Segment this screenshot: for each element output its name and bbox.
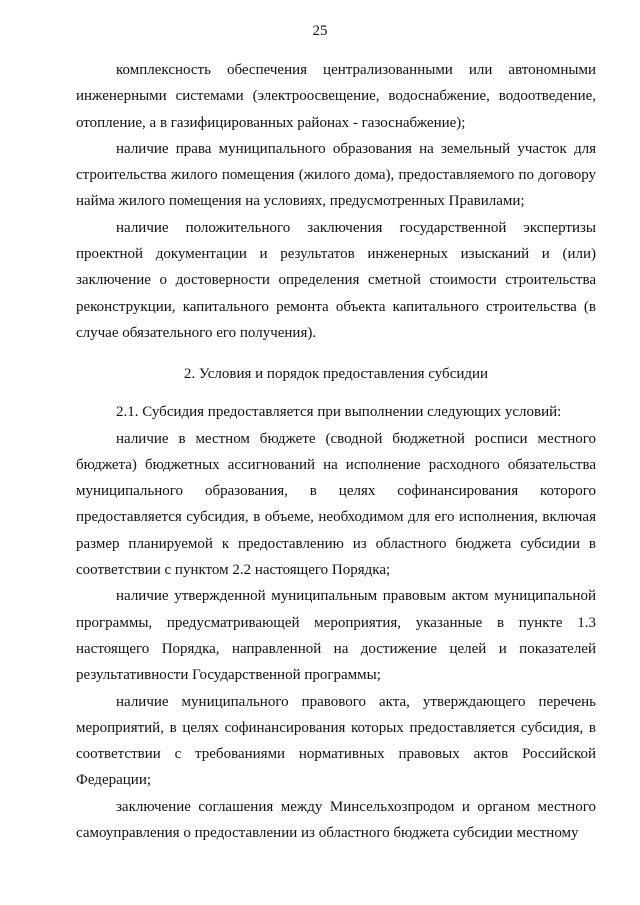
page-number: 25: [312, 23, 328, 39]
paragraph-land-rights: наличие права муниципального образования на земельный участок для строительства жилого помещения (жилого дома), предоставляемого по договору найма жилого помещения на условиях, предусмотренных Правилами;: [76, 140, 596, 210]
paragraph-clause-2-1: 2.1. Субсидия предоставляется при выполнении следующих условий:: [116, 404, 562, 421]
paragraph-engineering-systems: комплексность обеспечения централизованными или автономными инженерными системами (электроосвещение, водоснабжение, водоотведение, отопление, а в газифицированных районах - газоснабжение);: [76, 62, 596, 131]
section-heading: 2. Условия и порядок предоставления субсидии: [183, 366, 489, 383]
paragraph-agreement: заключение соглашения между Минсельхозпродом и органом местного самоуправления о предоставлении из областного бюджета субсидии местному: [76, 798, 596, 842]
paragraph-legal-act: наличие муниципального правового акта, утверждающего перечень мероприятий, в целях софинансирования которых предоставляется субсидия, в соответствии с требованиями нормативных правовых актов Российской Федерации;: [76, 693, 596, 789]
paragraph-state-expertise: наличие положительного заключения государственной экспертизы проектной документации и результатов инженерных изысканий и (или) заключение о достоверности определения сметной стоимости строительства реконструкции, капитального ремонта объекта капитального строительства (в случае обязательного его получения).: [76, 219, 596, 341]
paragraph-budget-allocations: наличие в местном бюджете (сводной бюджетной росписи местного бюджета) бюджетных ассигнований на исполнение расходного обязательства муниципального образования, в целях софинансирования которого предоставляется субсидия, в объеме, необходимом для его исполнения, включая размер планируемой к предоставлению из областного бюджета субсидии в соответствии с пунктом 2.2 настоящего Порядка;: [76, 430, 596, 579]
document-body: [76, 57, 596, 846]
paragraph-municipal-program: наличие утвержденной муниципальным правовым актом муниципальной программы, предусматривающей мероприятия, указанные в пункте 1.3 настоящего Порядка, направленной на достижение целей и показателей результативности Государственной программы;: [76, 588, 596, 684]
